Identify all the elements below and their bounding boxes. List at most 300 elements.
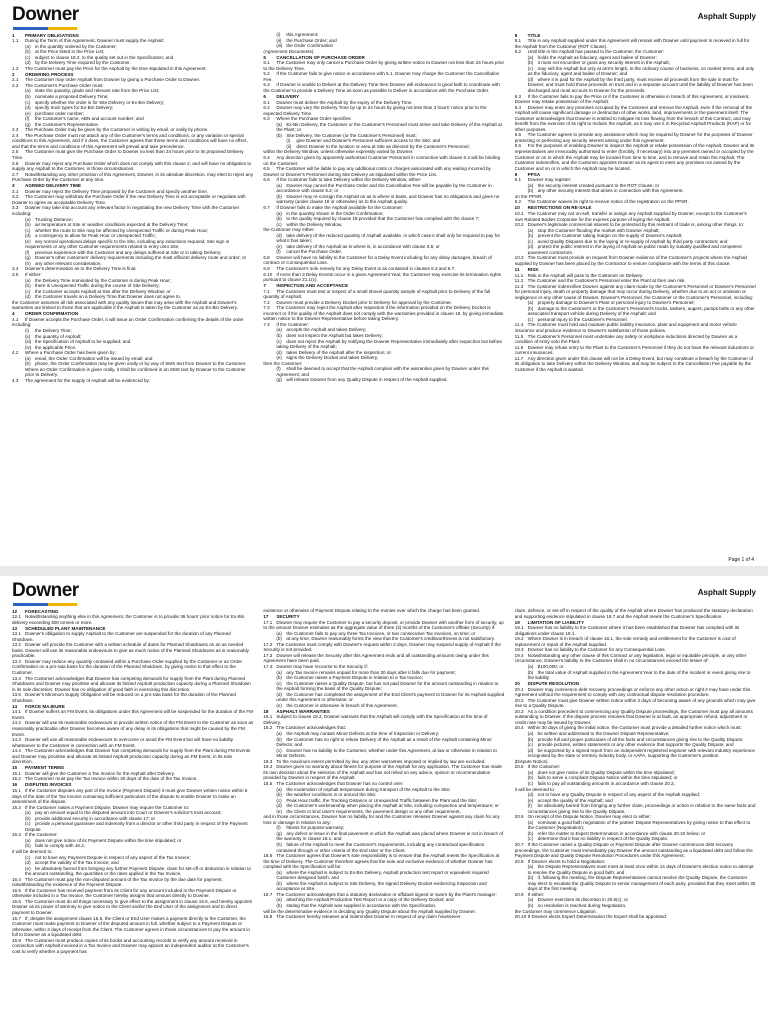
clause-text: then the Customer: [263,360,303,366]
clause-text: Downer's obligation to supply Asphalt to the Customer are suspended for the duration of any Planned Shutdown. [12,631,231,642]
clause-text: the Asphalt may contain Minor Defects at the time of Inspection or Delivery; [286,731,440,737]
clause-number: 4.1 [12,316,19,322]
clause-text: As a condition precedent to commencing any Quality Dispute proceedings, the Customer must pay all amounts outstanding to Downer. If the dispute process resolves that Downer is at fault, an appropriate refund, adjustment or credit note may be issued by Downer. [514,708,753,725]
clause-text: The Customer may only cancel a Purchase Order by giving written notice to Downer not less than 24 hours prior to the Delivery Time. [263,60,505,71]
clause-text: may sell the Asphalt but only at arm's length, in the ordinary course of business, on market terms, and only as the fiduciary, agent and bailee of Downer; and [527,65,755,77]
clause-text: at any time, Downer reasonably forms the view that the Customer's creditworthiness is not satisfactory. [286,636,495,642]
clause-text: this Agreement; [286,32,319,37]
clause-text: Notwithstanding anything else in this Agreement, the Customer is to provide 36 hours' prior notice for Ex-Bin delivery exceeding 500 tonnes or more. [12,614,245,625]
clause-text: Downer has no liability to the Customer for any Consequential Loss. [527,647,666,653]
clause-text: fails to pay all outstanding amounts in accordance with clause 20.3, [537,780,675,786]
clause-number: 9.2 [514,199,522,205]
clause-number: 10 [514,205,520,211]
clause-number: 20.1 [514,686,524,692]
clause-subitem [12,361,253,378]
clause-text: Downer's determination as to the Delivery Time is final. [25,266,137,272]
clause-text: Downer may vary the Delivery Time by up to 24 hours by giving not less than 3 hours' notice prior to the expected Delivery Time. [263,105,487,116]
clause-subitem [263,183,504,194]
clause-number: (a) [25,216,31,222]
clause-number: 19.3 [514,647,524,653]
clause-number: (b) [276,736,282,742]
clause-text: not to have any Payment Dispute in respect of any aspect of the Tax Invoice; [35,854,191,860]
clause-text: the moderation of Asphalt temperature during transport of the Asphalt to the Site; [286,786,451,792]
clause-number: 19.2 [514,636,524,642]
clause-text: provide additional security in accordance with clause 17; or [35,815,156,821]
clause-paragraph [263,60,504,71]
clause-text: ORDERING PROCESS [25,71,74,77]
clause-text: and in those circumstances, Downer has no liability for and the Customer releases Downer against any claim for any loss or damage in relation to any: [263,814,500,825]
clause-text: The Customer may reject the Asphalt after inspection if the information provided on the Delivery Docket is incorrect or if the quality of the Asphalt does not comply with the warranties provided in clause 18, by giving immediate written notice to the Downer Representative before taking Delivery. [263,305,504,322]
clause-subitem [263,122,504,133]
clause-number: (f) [276,249,281,255]
clause-number: 13 [12,625,18,631]
clause-number: (f) [25,116,30,122]
clause-text: in the quantity shown in the Order Confirmation; [286,210,384,216]
clause-text: cancel the Purchase Order. [286,249,342,255]
clause-number: 19.1 [514,625,524,631]
clause-number: 6.5 [263,166,270,172]
clause-paragraph [515,255,756,266]
clause-text: within the Delivery Window, unless otherwise expressly varied by Downer. [263,149,414,155]
clause-text: state the quantity, grade and relevant rate from the Price List; [35,88,160,94]
logo-underline [13,603,77,606]
clause-text: The Customer and the Customer's Personnel enter the Plant at their own risk. [527,278,686,284]
clause-text: LIMITATION OF LIABILITY [527,619,585,625]
clause-number: (c) [25,854,31,860]
clause-paragraph [12,642,253,659]
clause-number: 6.9 [263,265,270,271]
clause-number: 2.3 [12,127,19,133]
clause-text: failure of the Asphalt to meet the Customer's requirements, including any contractual specification contained through or other criteria of the End User or the Client. [276,841,485,853]
clause-number: (a) [276,786,282,792]
clause-number: 11.7 [514,355,524,361]
clause-text: SCHEDULED PLANT MAINTENANCE [25,625,106,631]
clause-text: PPSA [527,171,541,177]
clause-number: (g) [25,255,31,261]
clause-number: 20.6 [514,814,524,820]
clause-number: 16.3 [12,832,21,838]
clause-number: 11.5 [514,333,524,339]
clause-paragraph [12,877,253,888]
clause-number: (c) [25,227,31,233]
clause-number: (c) [527,742,534,748]
clause-text: The Customer's Personnel must undertake any safety or workplace inductions directed by Downer as a condition of entry onto the Plant. [514,333,738,345]
clause-text: AGREED DELIVERY TIME [25,183,81,189]
clause-text: the total value of Asphalt supplied in the Agreement Year to the date of the incident or event giving rise to the liability. [527,669,751,681]
clause-text: pay an amount equal to the disputed amount into Court or Downer's solicitor's trust account; [35,810,222,816]
clause-text: If the Customer fails to take Delivery within the Delivery Window, either: [276,177,422,183]
clause-paragraph [263,714,504,725]
clause-number: (a) [527,227,534,233]
clause-number: 17.2 [263,641,273,647]
clause-text: take delivery of the reduced quantity of Asphalt available, in which case it shall only be required to pay for what it has taken; [276,232,501,244]
clause-paragraph [12,194,253,205]
clause-number: 14.3 [12,737,21,743]
clause-paragraph [12,172,253,183]
clause-text: within the Delivery Window, [286,221,343,227]
clause-number: (ii) [276,37,282,43]
clause-number: 16.7 [12,915,21,921]
clause-text: Subject to clause 18.2, Downer warrants that the Asphalt will comply with the Specification at the time of Delivery. [263,714,488,725]
clause-paragraph [12,676,253,693]
clause-number: (c) [276,747,282,753]
clause-number: 8.1 [514,38,522,44]
clause-text: where the Asphalt is subject to Ex-Bin Delivery, Asphalt production test report or equivalent required Customer designed batch; and [276,869,489,881]
clause-text: Downer may cancel the Purchase Order and the Cancellation Fee will be payable by the Customer in accordance with clause 5.2; or [276,182,492,194]
clause-number: 11.4 [514,322,524,328]
clause-text: nominate a good faith negotiation of the parties' Dispute Representatives by giving notice to that effect to the Customer (Negotiation); [527,819,751,831]
clause-text: Downer may re-consign the Asphalt on as is where is basis, and Downer has no obligations and gives no warranty (under clause 18 or otherwise) as to the Asphalt quality. [276,193,500,205]
clause-number: 6.3 [263,116,270,122]
clause-text: Notwithstanding any other clause of this Contract or any legislation, legal or equitable principle, or any other circumstance, Downer's liability to the Customer shall in no circumstances exceed the lesser of: [514,652,747,664]
clause-text: the Order Confirmation [286,43,334,49]
clause-text: the Customer's name, ABN and account number; and [35,116,144,122]
clause-paragraph [515,636,756,647]
clause-number: (d) [25,105,31,111]
clause-text: Where a Purchase Order has been given by: [25,350,116,356]
clause-number: 7.4 [263,321,270,327]
clause-text: Where the Purchase Order specifies: [276,116,352,122]
clause-text: The Customer may not on-sell, transfer or assign any Asphalt supplied by Downer, except to the Customer's own Related Bodies Corporate for the express purpose of laying the Asphalt. [514,211,747,222]
clause-text: Downer may reject the Delivery Time proposed by the Customer and specify another time. [25,188,209,194]
clause-number: 18.4 [263,764,273,770]
clause-number: 15 [12,765,18,771]
clause-text: If the Customer disputes any part of the Invoice (Payment Dispute) it must give Downer written notice within 5 days of the date of the Tax Invoice containing sufficient particulars of the dispute to enable Downer to make an assessment of the dispute. [12,788,248,805]
clause-number: (a) [527,54,534,60]
clause-number: (e) [25,110,31,116]
clause-number: 18.5 [263,780,273,786]
clause-number: 20.4 [514,725,524,731]
clause-text: avoid Quality Disputes due to the laying or re-supply of Asphalt by third party contractors; and [537,238,728,244]
clause-subitem [515,670,756,681]
clause-number: (d) [25,294,31,300]
clause-text: the Client or End User's requirements, the pavement design or any other requirement, [286,808,461,814]
clause-number: 3.3 [12,205,19,211]
clause-text: the Customer travels on a Delivery Time that Downer does not agree to, [35,294,182,300]
clause-text: Site Delivery, the Customer (or the Customer's Personnel) must: [286,132,417,138]
clause-text: Downer may refuse entry to the Plant to the Customer's Personnel if they do not have the relevant inductions or current insurances. [514,344,755,356]
clause-number: 6.1 [263,99,270,105]
clause-number: (b) [25,283,31,289]
clause-text: be written and addressed to the Downer Dispute Representative; [537,731,670,737]
document-title: Asphalt Supply [697,588,756,597]
clause-text: Downer exercises its discretion in 20.6(c); or [537,897,629,903]
clause-text: previous experience with the Customer and any delays suffered at Site or in taking Delivery; [35,249,222,255]
clause-number: (b) [25,49,31,55]
clause-text: Downer will use all reasonable endeavours to overcome or avoid the FM Event but will have no liability whatsoever to the Customer in connection with an FM Event. [12,737,234,748]
clause-paragraph [515,356,756,373]
clause-subitem [515,875,756,892]
clause-text: The Purchase Order must not attach any of the Customer's terms and conditions, or any variation or special conditions to this Agreement, and if it does, the Customer agrees that those terms and conditions will have no effect, and that the terms and conditions of this Agreement will prevail and take precedence. [12,132,248,149]
clause-number: (b) [276,333,282,339]
clause-text: The Customer may withdraw the Purchase Order if the new Delivery Time is not acceptable or negotiate with Downer to agree an acceptable Delivery Time. [12,194,246,205]
clause-paragraph [12,737,253,748]
clause-text: The agreement for the supply of Asphalt will be evidenced by: [25,377,151,383]
clause-number: (b) [276,902,282,908]
clause-paragraph [515,38,756,49]
clause-number: (b) [276,132,282,138]
clause-number: (a) [276,669,282,675]
clause-paragraph [263,49,504,55]
clause-text: $100,000; or [537,663,564,669]
clause-number: 6.8 [263,254,270,260]
clause-paragraph [263,814,504,825]
clause-number: (a) [276,121,282,127]
clause-text: Downer has no liability to the Customer, whether under this Agreement, at law or otherwise in relation to Minor Defects. [276,747,497,759]
clause-text: email, the Order Confirmation will be issued by email; and [35,355,153,361]
clause-text: purchase order number; [35,110,85,116]
page-1-column-3 [515,32,756,552]
clause-text: no resolution is reached during Negotiation, [537,902,627,908]
clause-paragraph [263,166,504,177]
clause-text: The Customer must pay the Price for the Asphalt by the time stipulated in this Agreement. [25,65,207,71]
clause-number: 4.2 [12,350,19,356]
clause-text: will release Downer from any Quality Dispute in respect of the Asphalt supplied. [286,377,448,383]
clause-text: During the Term of this Agreement, Downer must supply the Asphalt: [25,38,165,44]
clause-number: 20.7 [514,841,524,847]
clause-text: Where Downer is in breach of clause 18.1, the sole remedy and entitlement for the Customer is cost of replacement or repair of the Asphalt supplied. [514,636,736,647]
clause-number: 5.1 [263,60,270,66]
clause-text: fails to comply with 16.2, [35,843,86,849]
clause-text: Peak Hour traffic, the Trucking Distance or Unexpected Traffic between the Plant and the Site; [286,797,478,803]
clause-number: (d) [25,860,31,866]
clause-number: (c) [276,797,282,803]
clause-text: If the Customer raises a Quality Dispute or Payment Dispute after Downer commences debt recovery proceedings, the Customer must immediately pay Downer the amount outstanding as a liquidated debt and follow the Payment Dispute and Quality Dispute Resolution Procedures under this Agreement. [514,841,753,859]
clause-subitem [515,66,756,77]
clause-number: (b) [276,216,282,222]
clause-number: 11.2 [514,278,524,284]
clause-number: 3.5 [12,272,19,278]
clause-text: if, following the meeting, the Dispute Representatives cannot resolve the Quality Dispute, the Customer may elect to escalate the Quality Dispute to senior management of each party, provided that they meet within 30 days of the first meeting. [527,875,756,892]
clause-text: Title in any Asphalt supplied under this Agreement will remain with Downer until payment is received in full for the Asphalt from the Customer (ROT Clause). [514,38,750,49]
clause-number: 7.1 [263,288,270,294]
clause-number: (a) [276,897,282,903]
clause-number: 2.7 [12,171,19,177]
clause-subitem [263,831,504,842]
clause-number: (b) [25,222,31,228]
clause-text: The Customer must hold and maintain public liability insurance, plant and equipment and motor vehicle insurance and produce evidence to Downer's satisfaction of those policies. [514,322,737,333]
clause-number: 20 [514,681,520,687]
clause-number: 4 [12,311,15,317]
clause-number: (e) [276,702,282,708]
clause-subitem [263,692,504,703]
clause-paragraph [515,608,756,619]
clause-number: 11.1 [514,272,524,278]
clause-number: 19.4 [514,652,524,658]
clause-text: The Customer's sole remedy for any Delay Event is as contained in clauses 6.3 and 6.7. [276,265,456,271]
clause-number: 20.10 [514,914,527,920]
clause-text: DELIVERY [276,94,300,100]
clause-text: Any direction given under this clause will not be a Delay Event, but may constitute a breach by the Customer of its obligation to take Delivery within the Delivery Window, and may be subject to the Cancellation Fee payable by the Customer if the Asphalt is wasted. [514,355,754,372]
clause-number: 17.4 [263,663,273,669]
clause-subitem [515,244,756,255]
clause-number: (a) [25,43,31,49]
clause-text: If Downer suffers an FM Event, its obligations under this Agreement will be suspended for the duration of the FM Event. [12,709,253,720]
clause-number: (iii) [276,43,283,49]
clause-text: Within 30 days of giving the initial notice, the Customer must provide a detailed further notice which must: [527,725,742,731]
clause-number: 10.1 [514,211,524,216]
clause-text: does not give notice of its Quality Dispute within the time stipulated; [537,769,675,775]
clause-number: 16 [12,782,18,788]
clause-paragraph [12,788,253,805]
clause-text: it will be deemed to: [514,786,556,792]
clause-text: existence or otherwise of Payment Dispute relating to the monies over which the charge has been granted. [263,608,481,613]
clause-number: (g) [276,830,282,836]
clause-text: If, despite the assignment clause 16.5, the Client or End User makes a payment directly to the Customer, the Customer must make payment to Downer of the disputed amount in full, whether subject to a Payment Dispute or otherwise, within 3 days of receipt from the Client. The Customer agrees in those circumstances to pay the amount in full to Downer as a liquidated debt. [12,915,250,938]
clause-number: 20.9 [514,891,524,897]
clause-number: 7 [263,283,266,289]
clause-number: 13.4 [12,675,21,681]
clause-number: (i) [276,32,281,37]
clause-paragraph [263,289,504,300]
page-2 [0,576,768,1024]
clause-text: property damage to Downer's Plant or personal injury to Downer's Personnel; [537,300,695,306]
clause-text: any defect or issue in the final pavement in which the Asphalt was placed where Downer is not in breach of the warranty in clause 18.1; and [276,830,504,842]
clause-number: 18.2 [263,725,273,731]
clause-text: takes Delivery of the Asphalt after the inspection; or [286,349,392,355]
clause-text: Downer may have recourse to the Security if: [276,663,368,669]
clause-paragraph [12,659,253,676]
clause-number: 20.8 [514,858,524,864]
clause-number: (iii) [25,339,32,345]
clause-text: The Customer may order Asphalt from Downer by giving a Purchase Order to Downer. [25,77,201,83]
clause-number: 6.7 [263,204,270,210]
clause-number: (a) [527,663,534,669]
clause-text: any other security interest that arises in connection with this Agreement, [537,188,684,194]
clause-text: phone, the Order Confirmation may be given orally or by way of SMS text from Downer to the Customer. Where an Order Confirmation is given orally, it shall be confirmed in an SMS text by Downer to the Customer prior to Delivery. [25,361,247,378]
clause-number: (d) [527,747,534,753]
clause-text: Notwithstanding any other provision of this Agreement, Downer, in its absolute discretion, may elect to reject any Purchase Order by the Customer at any time. [12,171,254,183]
clause-text: shall be deemed to accept that the Asphalt complies with the warranties given by Downer under this Agreement; and [276,366,489,377]
clause-text: The Customer agrees to provide any assistance which may be required by Downer for the purposes of Downer protecting or perfecting any security interest arising under this Agreement. [514,132,753,143]
clause-number: 5 [263,54,266,60]
page-header [12,580,756,606]
clause-text: Downer's legitimate commercial interest to be protected by this restraint of trade is, among other things, to: [527,222,745,228]
clause-text: the Delivery Time nominated by the Customer is during Peak Hour; [35,277,172,283]
clause-number: (f) [25,249,30,255]
clause-text: the Customer raises a Payment Dispute in relation to a Tax Invoice; [286,675,424,681]
clause-text: If the Customer fails to pay the Price or if the Customer is otherwise in breach of this Agreement, or insolvent, Downer may retake possession of the Asphalt. [514,93,750,105]
clause-paragraph [515,94,756,105]
clause-text: FORCE MAJEURE [25,703,65,709]
clause-number: (c) [25,99,31,105]
clause-text: provide a personal guarantee and indemnity from a director or other third party in respect of the Payment Dispute. [25,821,248,832]
clause-text: in the quantity ordered by the Customer; [35,43,117,49]
clause-text: The Customer hereby releases and indemnifies Downer in respect of any claim howsoever [276,914,461,920]
clause-text: For the purposes of enabling Downer to inspect the Asphalt or retake possession of the Asphalt, Downer and its representatives are irrevocably authorised to enter (forcibly, if necessary) into any premises owned or occupied by the Customer or on to which the Asphalt may be located from time to time, and to remove and retain the Asphalt. The Customer indemnifies, and the Customer appoints Downer as its agent to enter any premises not owned by the Customer and on or in which the Asphalt may be located. [514,143,755,171]
clause-text: the Dispute Representatives must meet at least once within 14 days of Downer's election notice to attempt to resolve the Quality Dispute in good faith; and [527,864,754,875]
clause-paragraph [12,161,253,172]
clause-subitem [515,864,756,875]
clause-number: 20.5 [514,764,524,770]
clause-text: there is Unexpected Traffic during the course of Site Delivery; [35,283,160,289]
clause-number: 12.1 [12,614,21,620]
clause-paragraph [12,776,253,782]
clause-text: be supported by a signed report from an independent registered engineer with relevant industry experience recognised by the state or territory industry body, or AAPA, supporting the Customer's position. [527,747,755,759]
clause-number: (c) [25,54,31,60]
clause-number: 16.4 [12,876,21,882]
clause-text: The Customer must test or inspect of a small shovel quantity sample of Asphalt prior to Delivery of the full quantity of Asphalt. [263,288,491,300]
clause-paragraph [515,914,756,920]
clause-subitem [263,194,504,205]
clause-text: To the maximum extent permitted by law, any other warranties imposed or implied by law are excluded. [276,758,486,764]
clause-subitem [515,77,756,94]
clause-number: (i) [25,327,30,333]
clause-number: (a) [276,327,282,333]
clause-paragraph [12,133,253,150]
clause-number: (i) [286,138,291,144]
clause-number: (c) [527,780,534,786]
clause-text: whether the route to Site may be affected by Unexpected Traffic or during Peak Hour; [35,227,209,233]
page-separator [0,566,768,576]
clause-text: The Customer acknowledges that a statutory declaration or affidavit signed or sworn by the Plant's manager: [276,891,497,897]
clause-paragraph [515,687,756,698]
clause-number: (b) [527,875,534,881]
clause-number: 1.1 [12,38,19,44]
clause-number: 5.2 [263,71,270,77]
clause-text: Downer gives no warranty about fitness for purpose of the Asphalt for any application. The Customer has made its own decision about the selection of the Asphalt and has not relied on any advice, opinion or recommendation provided by Downer in respect of the Asphalt. [263,764,502,781]
clause-number: 8.2 [514,49,522,55]
clause-text: (Agreement Documents). [263,48,315,54]
downer-logo: Downer [12,580,79,601]
clause-number: (c) [276,680,282,686]
clause-text: damage to the Customer's or the Customer's Personnel's trucks, tankers, augers, pumps belts or any other associated transport vehicle during Delivery of the Asphalt; and [527,305,755,317]
clause-text: The Customer will be liable to pay any additional costs or charges associated with any waiting incurred by Downer or Downer's Personnel during Site Delivery as stipulated within the Price List. [263,166,491,177]
clause-text: If either: [527,891,545,897]
clause-paragraph [263,620,504,631]
clause-number: 20.2 [514,697,524,703]
downer-logo: Downer [12,4,79,25]
clause-number: 14.2 [12,720,21,726]
clause-number: (c) [25,821,31,827]
clause-text: Downer may take into account any relevant factor in negotiating the new Delivery Time with the Customer including: [12,205,240,216]
page-2-columns [12,608,756,1024]
clause-number: 10.2 [514,222,524,228]
clause-text: If the Customer raises a Payment Dispute, Downer may require the Customer to: [25,804,190,810]
clause-number: 6.2 [263,105,270,111]
clause-number: (a) [276,869,282,875]
clause-paragraph [263,71,504,82]
clause-number: 14 [12,703,18,709]
clause-text: The Customer agrees that Downer's sole responsibility is to ensure that the Asphalt meets the Specification at the time of Delivery. The Customer therefore agrees that the sole and exclusive evidence of whether Downer has complied with the Specification will be: [263,853,500,870]
clause-paragraph [263,305,504,322]
clause-subitem [12,866,253,877]
clause-text: Downer has no liability to the Customer where it has been established that Downer has complied with its obligations under clause 18.1. [514,625,740,636]
clause-text: the Customer has no right to refuse Delivery of the Asphalt as a result of the Asphalt containing Minor Defects; and [276,736,492,748]
clause-text: Downer may reject any Purchase Order which does not comply with this clause 2, and will have no obligation to supply any Asphalt to the Customer, in those circumstances. [12,160,252,172]
clause-text: ASPHALT WARRANTIES [276,708,330,714]
clause-text: accepts the Asphalt and takes Delivery; [286,327,367,333]
clause-text: specify truck types for Ex-Bin Delivery; [35,105,114,111]
clause-paragraph [12,748,253,765]
clause-text: the Purchase Order; and [286,37,337,43]
clause-number: (e) [25,238,31,244]
clause-text: any Tax Invoice remains unpaid for more than 30 days after it falls due for payment; [286,669,456,675]
clause-subitem [515,803,756,814]
clause-number: 18 [263,708,269,714]
clause-text: the Delivery Time; [35,327,72,333]
clause-text: Downer's other customers' delivery requirements including the most efficient delivery route and order; or [35,255,247,261]
clause-text: by the Delivery Time required by the Customer. [35,60,131,66]
clause-text: Downer must provide a Delivery Docket prior to Delivery for approval by the Customer. [276,299,452,305]
clause-number: (c) [276,338,282,344]
clause-text: accept the quality of the Asphalt; and [537,797,613,803]
clause-text: the security interest created pursuant to the ROT Clause; or [537,182,660,188]
clause-text: the Customer assumes all risk associated with any quality issues that may arise with the Asphalt and Downer's warranties are limited to those that are applicable if the Asphalt is taken by the Customer as an Ex-Bin Delivery. [12,299,238,311]
clause-text: at the Price listed in the Price List; [35,49,105,55]
clause-paragraph [263,105,504,116]
clause-paragraph [12,149,253,160]
